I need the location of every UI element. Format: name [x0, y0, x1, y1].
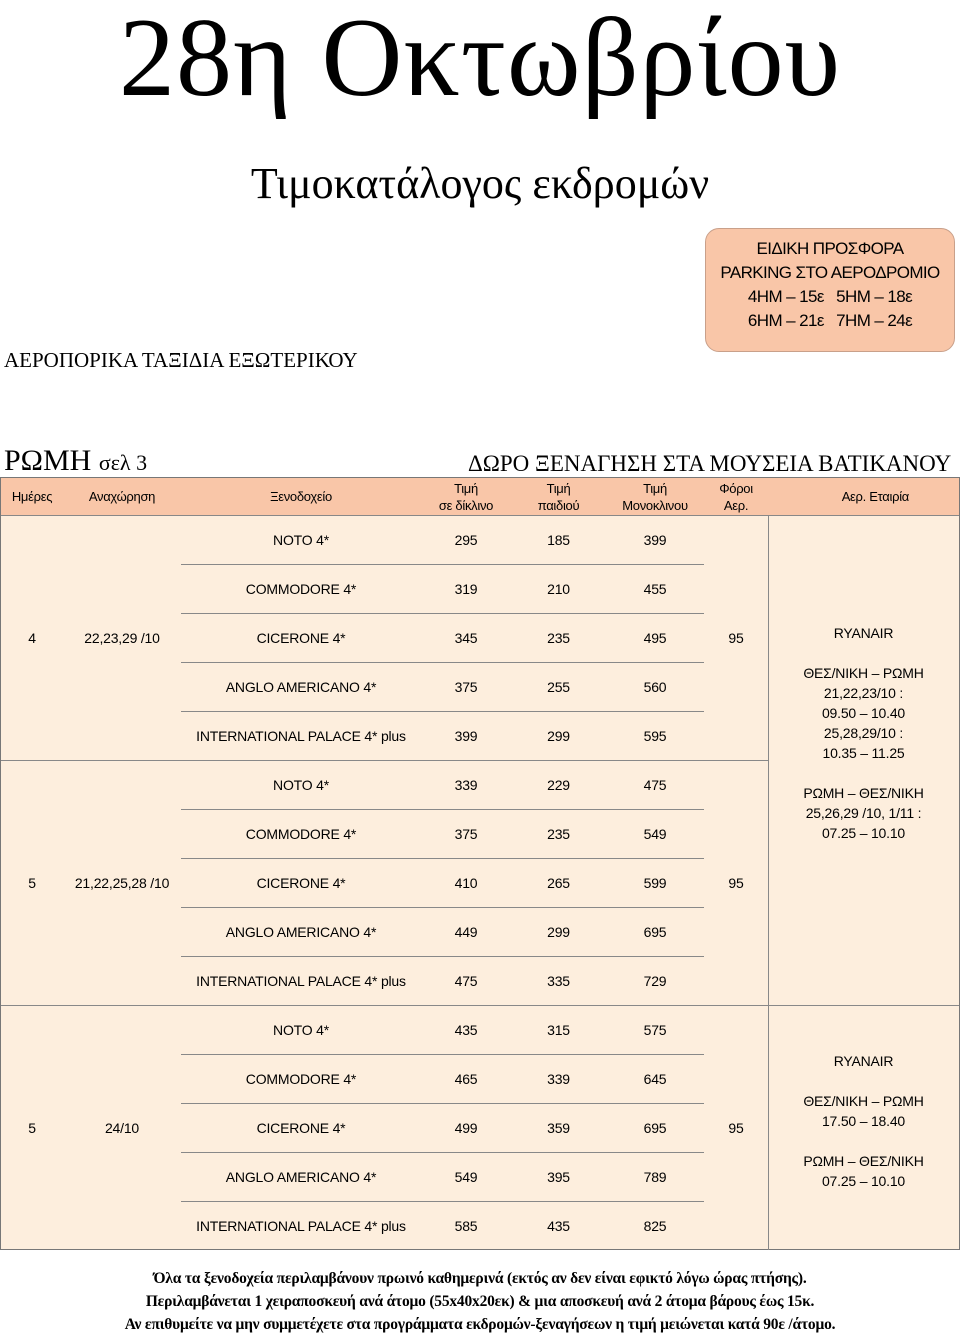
price-single: 455: [643, 580, 667, 597]
header-price-double: Τιμή σε δίκλινο: [438, 480, 494, 513]
price-child: 435: [547, 1217, 570, 1234]
footer-notes: [0, 1267, 960, 1336]
price-double: 465: [454, 1070, 478, 1087]
hotel-name: NOTO 4*: [273, 531, 329, 548]
offer-line: PARKING ΣΤΟ ΑΕΡΟΔΡΟΜΙΟ: [720, 263, 940, 282]
hotel-name: INTERNATIONAL PALACE 4* plus: [196, 972, 406, 989]
hotel-name: ANGLO AMERICANO 4*: [225, 923, 377, 940]
header-hotel: Ξενοδοχείο: [270, 489, 332, 504]
price-double: 549: [454, 1168, 478, 1185]
price-child: 335: [547, 972, 570, 989]
row-divider: [181, 662, 704, 663]
row-divider: [181, 809, 704, 810]
offer-line: 4ΗΜ – 15ε 5ΗΜ – 18ε: [747, 287, 913, 306]
price-table: [0, 477, 960, 1250]
price-double: 375: [454, 825, 478, 842]
footer-line: Περιλαμβάνεται 1 χειραποσκευή ανά άτομο (55x40x20εκ) & μια αποσκευή ανά 2 άτομα βάρους έως 15κ.: [145, 1293, 815, 1310]
price-child: 229: [547, 776, 570, 793]
row-divider: [181, 564, 704, 565]
price-child: 315: [547, 1021, 570, 1038]
price-child: 235: [547, 825, 570, 842]
price-single: 549: [643, 825, 667, 842]
days-value: 5: [28, 1119, 36, 1136]
page-subtitle: Τιμοκατάλογος εκδρομών: [250, 159, 710, 208]
price-double: 435: [454, 1021, 478, 1038]
hotel-name: COMMODORE 4*: [245, 825, 357, 842]
price-single: 399: [643, 531, 667, 548]
departure-dates: 24/10: [104, 1119, 140, 1136]
price-child: 255: [547, 678, 570, 695]
price-double: 475: [454, 972, 478, 989]
footer-line: Όλα τα ξενοδοχεία περιλαμβάνουν πρωινό καθημερινά (εκτός αν δεν είναι εφικτό λόγω ώρας πτήσης).: [153, 1270, 807, 1287]
group-divider: [1, 1005, 959, 1006]
header-days: Ημέρες: [11, 489, 53, 504]
price-child: 235: [547, 629, 570, 646]
price-double: 375: [454, 678, 478, 695]
section-label: ΑΕΡΟΠΟΡΙΚΑ ΤΑΞΙΔΙΑ ΕΞΩΤΕΡΙΚΟΥ: [4, 348, 358, 372]
airline-note: RYANAIR ΘΕΣ/ΝΙΚΗ – ΡΩΜΗ 17.50 – 18.40 ΡΩΜΗ – ΘΕΣ/ΝΙΚΗ 07.25 – 10.10: [803, 1053, 924, 1189]
price-double: 399: [454, 727, 478, 744]
price-single: 595: [643, 727, 667, 744]
header-airline: Αερ. Εταιρία: [841, 489, 909, 504]
gift-note: ΔΩΡΟ ΞΕΝΑΓΗΣΗ ΣΤΑ ΜΟΥΣΕΙΑ ΒΑΤΙΚΑΝΟΥ: [468, 451, 952, 476]
row-divider: [181, 1054, 704, 1055]
group-divider: [1, 760, 768, 761]
hotel-name: INTERNATIONAL PALACE 4* plus: [196, 1217, 406, 1234]
price-double: 295: [454, 531, 478, 548]
taxes-value: 95: [728, 629, 744, 646]
hotel-name: INTERNATIONAL PALACE 4* plus: [196, 727, 406, 744]
price-single: 825: [643, 1217, 667, 1234]
hotel-name: COMMODORE 4*: [245, 580, 357, 597]
price-single: 695: [643, 923, 667, 940]
price-single: 599: [643, 874, 667, 891]
price-child: 299: [547, 923, 570, 940]
price-single: 475: [643, 776, 667, 793]
days-value: 4: [28, 629, 36, 646]
offer-line: ΕΙΔΙΚΗ ΠΡΟΣΦΟΡΑ: [756, 239, 904, 258]
row-divider: [181, 1152, 704, 1153]
taxes-value: 95: [728, 1119, 744, 1136]
price-double: 345: [454, 629, 478, 646]
price-child: 359: [547, 1119, 570, 1136]
row-divider: [181, 1201, 704, 1202]
price-child: 265: [547, 874, 570, 891]
destination-name: ΡΩΜΗ: [4, 444, 92, 477]
departure-dates: 21,22,25,28 /10: [74, 874, 170, 891]
price-single: 789: [643, 1168, 667, 1185]
price-single: 695: [643, 1119, 667, 1136]
hotel-name: NOTO 4*: [273, 776, 329, 793]
price-single: 560: [643, 678, 667, 695]
price-child: 185: [547, 531, 570, 548]
price-child: 339: [547, 1070, 570, 1087]
destination-heading: [4, 444, 147, 480]
price-double: 339: [454, 776, 478, 793]
header-taxes: Φόροι Αερ.: [719, 480, 753, 513]
price-double: 410: [454, 874, 478, 891]
price-single: 495: [643, 629, 667, 646]
row-divider: [181, 907, 704, 908]
price-single: 645: [643, 1070, 667, 1087]
table-header: [1, 478, 959, 515]
row-divider: [181, 613, 704, 614]
price-double: 499: [454, 1119, 478, 1136]
price-single: 729: [643, 972, 667, 989]
hotel-name: COMMODORE 4*: [245, 1070, 357, 1087]
taxes-value: 95: [728, 874, 744, 891]
table-divider: [1, 515, 959, 516]
price-child: 299: [547, 727, 570, 744]
page-title: 28η Οκτωβρίου: [118, 0, 842, 120]
footer-line: Αν επιθυμείτε να μην συμμετέχετε στα προγράμματα εκδρομών-ξεναγήσεων η τιμή μειώνεται κατά 90ε /άτομο.: [124, 1316, 836, 1333]
hotel-name: CICERONE 4*: [256, 629, 346, 646]
hotel-name: CICERONE 4*: [256, 874, 346, 891]
header-departure: Αναχώρηση: [88, 489, 156, 504]
special-offer-box: [705, 228, 955, 352]
row-divider: [181, 711, 704, 712]
row-divider: [181, 858, 704, 859]
hotel-name: ANGLO AMERICANO 4*: [225, 678, 377, 695]
airline-note: RYANAIR ΘΕΣ/ΝΙΚΗ – ΡΩΜΗ 21,22,23/10 : 09.50 – 10.40 25,28,29/10 : 10.35 – 11.25 ΡΩΜΗ – ΘΕΣ/ΝΙΚΗ 25,26,29 /10, 1/11 : 07.25 – 10.10: [803, 625, 924, 841]
hotel-name: ANGLO AMERICANO 4*: [225, 1168, 377, 1185]
price-child: 395: [547, 1168, 570, 1185]
row-divider: [181, 956, 704, 957]
price-child: 210: [547, 580, 570, 597]
destination-page: σελ 3: [98, 450, 148, 475]
offer-line: 6ΗΜ – 21ε 7ΗΜ – 24ε: [747, 311, 913, 330]
price-double: 449: [454, 923, 478, 940]
row-divider: [181, 1103, 704, 1104]
price-double: 319: [454, 580, 478, 597]
hotel-name: CICERONE 4*: [256, 1119, 346, 1136]
price-double: 585: [454, 1217, 478, 1234]
header-price-single: Τιμή Μονοκλινου: [622, 480, 688, 513]
hotel-name: NOTO 4*: [273, 1021, 329, 1038]
price-single: 575: [643, 1021, 667, 1038]
departure-dates: 22,23,29 /10: [84, 629, 160, 646]
days-value: 5: [28, 874, 36, 891]
header-price-child: Τιμή παιδιού: [537, 480, 580, 513]
